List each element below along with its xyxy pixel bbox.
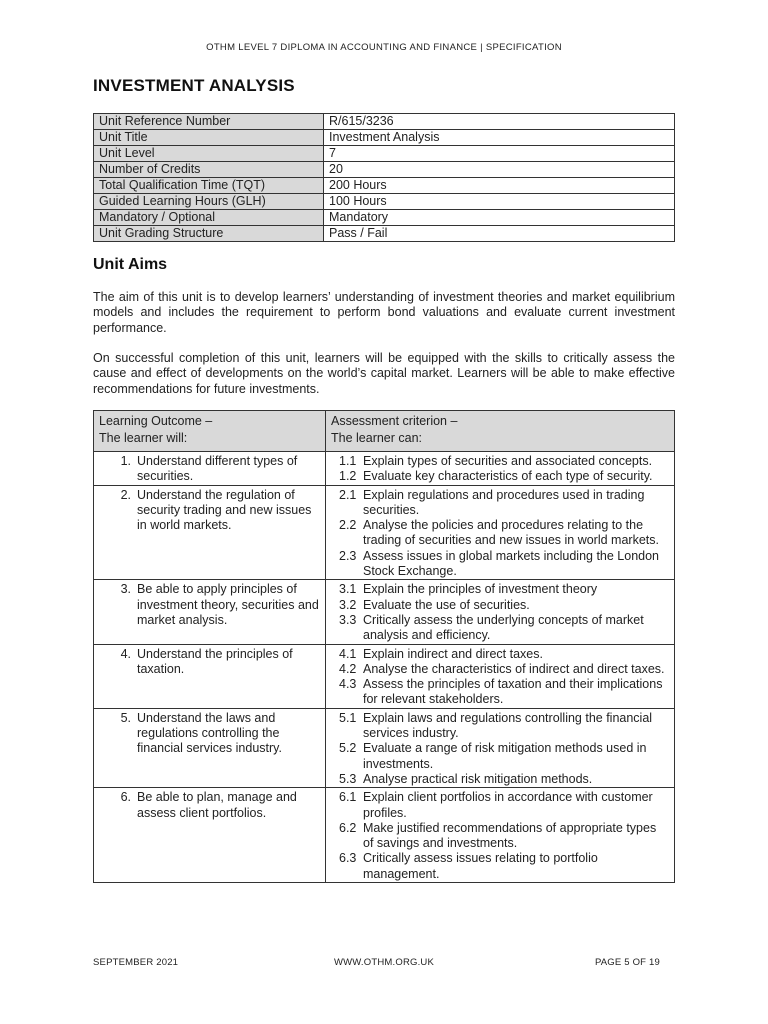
outcome-text: Be able to apply principles of investment theory, securities and market analysis.	[137, 582, 319, 627]
outcome-text: Understand the principles of taxation.	[137, 646, 293, 676]
info-value: 100 Hours	[324, 194, 675, 210]
criterion-number: 2.1	[339, 487, 357, 502]
criterion-number: 4.2	[339, 661, 357, 676]
learning-outcome-cell	[94, 788, 326, 883]
criterion-text: Explain client portfolios in accordance with customer profiles.	[363, 790, 653, 820]
info-value: 200 Hours	[324, 178, 675, 194]
assessment-criterion-header	[326, 411, 675, 452]
criteria-cell	[326, 644, 675, 708]
table-row	[94, 708, 675, 787]
info-label: Unit Reference Number	[94, 114, 324, 130]
criterion-number: 5.1	[339, 710, 357, 725]
header-line: Learning Outcome –	[99, 414, 213, 428]
page-title: INVESTMENT ANALYSIS	[93, 76, 295, 95]
criterion-number: 2.2	[339, 518, 357, 533]
criterion-number: 3.1	[339, 582, 357, 597]
criterion-number: 6.2	[339, 820, 357, 835]
unit-aims-heading: Unit Aims	[93, 256, 168, 273]
criterion-number: 5.3	[339, 771, 357, 786]
info-value: 20	[324, 162, 675, 178]
table-row	[94, 644, 675, 708]
criterion-text: Explain types of securities and associated concepts.	[363, 454, 653, 468]
criterion-number: 3.2	[339, 597, 357, 612]
header-line: Assessment criterion –	[331, 414, 458, 428]
criteria-cell	[326, 580, 675, 644]
learning-outcome-cell	[94, 580, 326, 644]
criterion-text: Analyse the characteristics of indirect and direct taxes.	[363, 661, 665, 676]
info-value: Investment Analysis	[324, 130, 675, 146]
criterion-text: Assess issues in global markets including the London Stock Exchange.	[363, 548, 660, 579]
info-label: Unit Title	[94, 130, 324, 146]
criterion-text: Assess the principles of taxation and their implications for relevant stakeholders.	[363, 677, 663, 707]
info-label: Mandatory / Optional	[94, 210, 324, 226]
criterion-text: Evaluate the use of securities.	[363, 597, 530, 612]
table-row	[94, 210, 675, 226]
info-label: Total Qualification Time (TQT)	[94, 178, 324, 194]
outcome-number: 3.	[120, 582, 131, 597]
outcome-number: 2.	[120, 487, 131, 502]
learning-outcome-header	[94, 411, 326, 452]
header-line: The learner can:	[331, 431, 423, 445]
info-label: Unit Grading Structure	[94, 226, 324, 242]
table-row	[94, 178, 675, 194]
learning-outcomes-table	[93, 410, 675, 883]
criteria-cell	[326, 485, 675, 580]
header-line: The learner will:	[99, 431, 188, 445]
info-label: Unit Level	[94, 146, 324, 162]
table-row	[94, 226, 675, 242]
criterion-number: 4.3	[339, 677, 357, 692]
criteria-cell	[326, 708, 675, 787]
table-header-row	[94, 411, 675, 452]
criterion-text: Analyse practical risk mitigation methods.	[363, 771, 593, 786]
criterion-text: Explain laws and regulations controlling the financial services industry.	[363, 710, 653, 741]
criterion-number: 3.3	[339, 612, 357, 627]
table-row	[94, 485, 675, 580]
learning-outcome-cell	[94, 708, 326, 787]
outcome-number: 5.	[120, 710, 131, 725]
criteria-cell	[326, 452, 675, 486]
footer-website: WWW.OTHM.ORG.UK	[333, 957, 435, 968]
learning-outcome-cell	[94, 644, 326, 708]
criterion-number: 4.1	[339, 646, 357, 661]
unit-aims-paragraph-2: On successful completion of this unit, learners will be equipped with the skills to critically assess the cause and effect of developments on the world’s capital market. Learners will be able to make effective recommendations for future investments.	[93, 351, 675, 396]
table-row	[94, 130, 675, 146]
table-row	[94, 114, 675, 130]
learning-outcome-cell	[94, 452, 326, 486]
table-row	[94, 194, 675, 210]
criterion-text: Evaluate a range of risk mitigation methods used in investments.	[363, 741, 647, 771]
criterion-text: Explain indirect and direct taxes.	[363, 646, 543, 661]
outcome-text: Understand different types of securities.	[137, 454, 298, 484]
criterion-text: Analyse the policies and procedures relating to the trading of securities and new issues in world markets.	[363, 518, 659, 548]
footer-page-number: PAGE 5 OF 19	[594, 957, 660, 968]
outcome-number: 1.	[120, 454, 131, 468]
info-value: Mandatory	[324, 210, 675, 226]
table-row	[94, 788, 675, 883]
outcome-text: Understand the laws and regulations controlling the financial services industry.	[137, 710, 282, 756]
criterion-number: 6.1	[339, 790, 357, 805]
outcome-text: Understand the regulation of security trading and new issues in world markets.	[137, 487, 312, 533]
learning-outcome-cell	[94, 485, 326, 580]
footer-date: SEPTEMBER 2021	[93, 957, 179, 968]
table-row	[94, 162, 675, 178]
criterion-number: 6.3	[339, 851, 357, 866]
criteria-cell	[326, 788, 675, 883]
info-value: R/615/3236	[324, 114, 675, 130]
criterion-text: Explain the principles of investment theory	[363, 582, 598, 597]
table-row	[94, 580, 675, 644]
criterion-text: Explain regulations and procedures used in trading securities.	[363, 487, 645, 517]
criterion-number: 1.2	[339, 469, 357, 484]
page-header: OTHM LEVEL 7 DIPLOMA IN ACCOUNTING AND FINANCE | SPECIFICATION	[206, 42, 562, 53]
table-row	[94, 452, 675, 486]
criterion-text: Evaluate key characteristics of each type of security.	[363, 469, 653, 484]
criterion-number: 5.2	[339, 741, 357, 756]
unit-info-table	[93, 113, 675, 242]
unit-aims-paragraph-1: The aim of this unit is to develop learners’ understanding of investment theories and market equilibrium models and includes the requirement to perform bond valuations and evaluate current investment performance.	[93, 290, 675, 335]
info-label: Number of Credits	[94, 162, 324, 178]
criterion-text: Critically assess the underlying concepts of market analysis and efficiency.	[363, 612, 644, 643]
criterion-number: 2.3	[339, 548, 357, 563]
outcome-number: 4.	[120, 646, 131, 661]
outcome-number: 6.	[120, 790, 131, 805]
table-row	[94, 146, 675, 162]
info-value: Pass / Fail	[324, 226, 675, 242]
info-value: 7	[324, 146, 675, 162]
criterion-text: Make justified recommendations of appropriate types of savings and investments.	[363, 820, 657, 851]
criterion-number: 1.1	[339, 454, 357, 468]
info-label: Guided Learning Hours (GLH)	[94, 194, 324, 210]
outcome-text: Be able to plan, manage and assess client portfolios.	[137, 790, 297, 820]
criterion-text: Critically assess issues relating to portfolio management.	[363, 851, 598, 881]
